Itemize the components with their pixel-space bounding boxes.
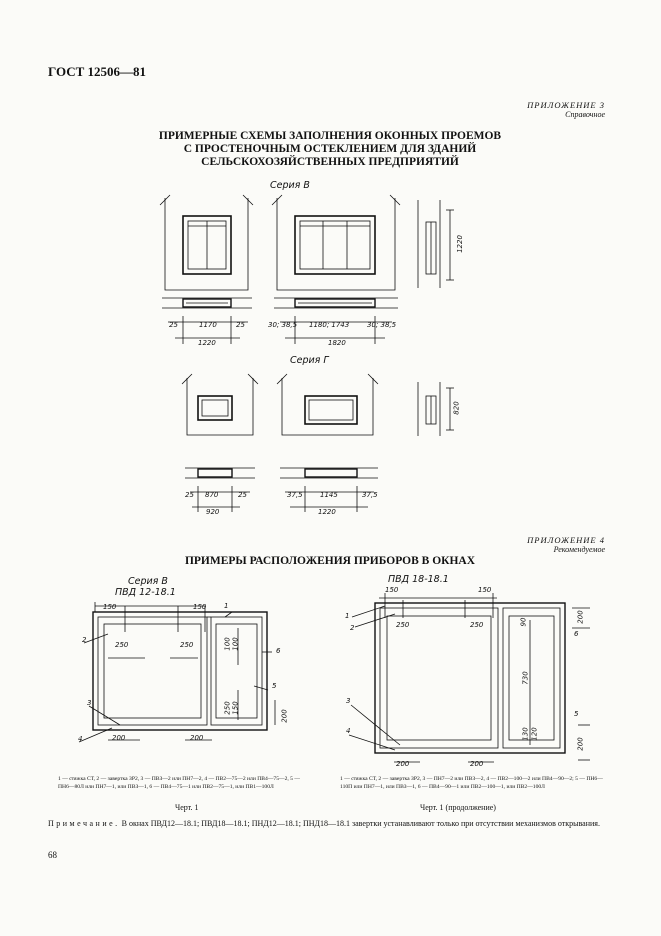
dim-v-right-b: 30; 38,5 [367,321,397,329]
note [48,818,614,830]
fig1-dim-250a: 250 [115,641,129,649]
fig1-dim-200c: 200 [280,709,289,723]
fig2-dim-250b: 250 [470,621,484,629]
dim-v-left-25a: 25 [169,321,178,329]
fig1-callout-2: 2 [82,636,87,644]
fig1-callout-3: 3 [87,699,92,707]
series-g-elevation-left [182,374,258,435]
title-line-3: СЕЛЬСКОХОЗЯЙСТВЕННЫХ ПРЕДПРИЯТИЙ [201,156,459,168]
title-line-2: С ПРОСТЕНОЧНЫМ ОСТЕКЛЕНИЕМ ДЛЯ ЗДАНИЙ [183,143,477,155]
dim-v-right-mid: 1180; 1743 [309,321,350,329]
fig2-name: ПВД 18-18.1 [388,574,449,585]
fig1-callout-1: 1 [224,602,229,610]
fig1-dim-150a: 150 [103,603,117,611]
dim-g-left-25b: 25 [238,491,247,499]
series-v-label: Серия В [270,180,310,191]
fig1-callout-6: 6 [276,647,281,655]
fig2-dim-150b: 150 [478,586,492,594]
fig2-dim-200b: 200 [470,760,484,768]
fig1-dim-200b: 200 [190,734,204,742]
series-v-elevation-left [160,195,253,290]
title-line-1: ПРИМЕРНЫЕ СХЕМЫ ЗАПОЛНЕНИЯ ОКОННЫХ ПРОЕМОВ [158,130,502,142]
note-text: В окнах ПВД12—18.1; ПВД18—18.1; ПНД12—18.1; ПНД18—18.1 завертки устанавливают только при отсутствии механизмов открывания. [119,819,600,828]
fig1-chert: Черт. 1 [175,803,199,812]
fig1-dim-250c: 250 [223,701,232,715]
page-number: 68 [48,850,57,860]
fig1-name: ПВД 12-18.1 [115,587,176,598]
appendix-4-status: Рекомендуемое [553,545,605,554]
fig2-callout-2: 2 [350,624,355,632]
fig2-dim-130: 130 [521,727,530,741]
dim-g-right-1145: 1145 [320,491,338,499]
appendix-4-number: ПРИЛОЖЕНИЕ 4 [527,535,605,545]
dim-g-right-b: 37,5 [362,491,378,499]
dim-v-left-total: 1220 [198,339,216,347]
series-g-label: Серия Г [290,355,329,366]
series-g-elevation-right [277,374,378,435]
fig2-dim-730: 730 [521,671,530,685]
fig1-dim-100a: 100 [223,637,232,651]
fig1-dim-150b: 150 [193,603,207,611]
dim-v-left-1170: 1170 [199,321,217,329]
appendix-3-status: Справочное [565,110,605,119]
fig2-dim-200a: 200 [396,760,410,768]
fig2-dim-90: 90 [519,617,528,627]
fig2-dim-200d: 200 [576,737,585,751]
dim-g-right-total: 1220 [318,508,336,516]
series-v-section [418,200,454,288]
fig2-chert: Черт. 1 (продолжение) [420,803,496,812]
note-label: Примечание. [48,819,120,828]
dim-v-left-25b: 25 [236,321,245,329]
fig1-window-drawing [79,602,275,742]
fig2-caption: 1 — стяжка СТ, 2 — завертка ЗР2, 3 — ПН7—2 или ПВЗ—2, 4 — ПВ2—100—2 или ПВ4—90—2; 5 — ПН6—110П или ПН7—1, или ПВЗ—1, 6 — ПВ4—90—1 или ПВ2—100—1, или ПВ2—100Л [340,776,603,790]
series-g-plan-left [185,468,255,512]
dim-g-left-870: 870 [205,491,219,499]
appendix-4-label [527,535,605,554]
fig1-caption: 1 — стяжка СТ, 2 — завертка ЗР2, 3 — ПВЗ—2 или ПН7—2, 4 — ПВ2—75—2 или ПВ4—75—2, 5 — ПН6—80Л или ПН7—1, или ПВЗ—1, 6 — ПВ4—75—1 или ПВ2—75—1, или ПВ1—100Л [58,776,300,790]
fig1-callout-4: 4 [78,735,83,743]
dim-v-section-h: 1220 [455,235,464,253]
fig1-dim-100b: 100 [231,637,240,651]
fig1-dim-150c: 150 [231,701,240,715]
appendix-4-title: ПРИМЕРЫ РАСПОЛОЖЕНИЯ ПРИБОРОВ В ОКНАХ [184,555,476,567]
fig1-dim-200a: 200 [112,734,126,742]
fig2-window-drawing [349,593,590,762]
fig2-callout-3: 3 [346,697,351,705]
fig2-dim-150a: 150 [385,586,399,594]
fig1-callout-5: 5 [272,682,277,690]
dim-v-right-total: 1820 [328,339,346,347]
fig2-callout-4: 4 [346,727,351,735]
dim-g-right-a: 37,5 [287,491,303,499]
dim-g-left-total: 920 [206,508,220,516]
series-g-section [418,382,454,436]
fig2-dim-250a: 250 [396,621,410,629]
fig2-dim-200c: 200 [576,610,585,624]
series-v-elevation-right [272,195,400,290]
fig2-callout-1: 1 [345,612,350,620]
fig2-dim-120: 120 [530,727,539,741]
appendix-3-number: ПРИЛОЖЕНИЕ 3 [527,100,605,110]
dim-g-section-h: 820 [452,401,461,415]
fig1-dim-250b: 250 [180,641,194,649]
dim-g-left-25a: 25 [185,491,194,499]
series-g-plan-right [280,468,378,512]
fig2-callout-5: 5 [574,710,579,718]
dim-v-right-a: 30; 38,5 [268,321,298,329]
gost-header: ГОСТ 12506—81 [48,64,147,79]
fig1-series: Серия В [128,576,168,587]
fig2-callout-6: 6 [574,630,579,638]
